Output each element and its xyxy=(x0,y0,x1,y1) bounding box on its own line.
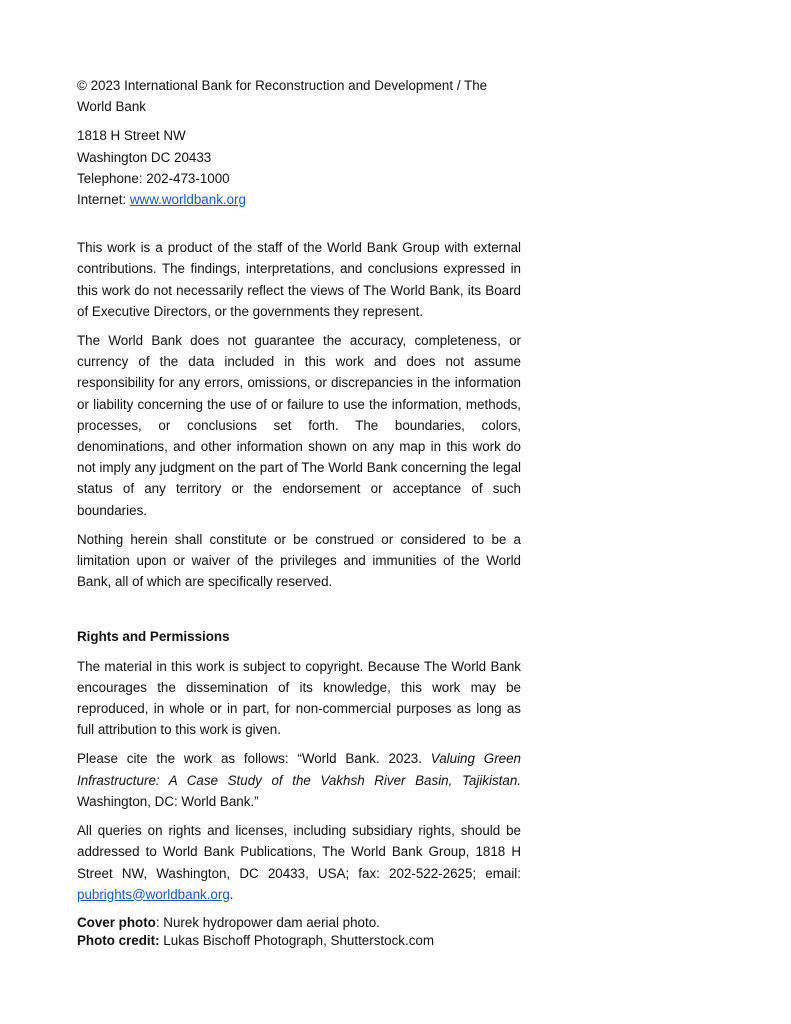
citation-paragraph xyxy=(77,748,521,812)
citation-prefix: Please cite the work as follows: “World Bank. 2023. xyxy=(77,751,431,767)
photo-credit-label: Photo credit: xyxy=(77,933,160,949)
queries-paragraph xyxy=(77,820,521,905)
photo-credit-text: Lukas Bischoff Photograph, Shutterstock.com xyxy=(159,933,434,949)
rights-heading: Rights and Permissions xyxy=(77,629,230,645)
address-block xyxy=(77,125,521,210)
photo-credit-line xyxy=(77,932,521,951)
cover-photo-line xyxy=(77,914,521,933)
disclaimer-paragraph-1: This work is a product of the staff of the World Bank Group with external contributions. The findings, interpretations, and conclusions expressed in this work do not necessarily reflect the views of The World Bank, its Board of Executive Directors, or the governments they represent. xyxy=(77,240,521,319)
address-telephone: Telephone: 202-473-1000 xyxy=(77,170,230,186)
pubrights-email-link[interactable]: pubrights@worldbank.org xyxy=(77,886,230,902)
rights-paragraph: The material in this work is subject to copyright. Because The World Bank encourages the dissemination of its knowledge, this work may be reproduced, in whole or in part, for non-commercial purposes as long as full attribution to this work is given. xyxy=(77,658,521,738)
internet-label: Internet: xyxy=(77,192,130,208)
address-city: Washington DC 20433 xyxy=(77,149,212,165)
citation-title: Valuing Green Infrastructure: A Case Study of the Vakhsh River Basin, Tajikistan. xyxy=(77,751,521,788)
address-street: 1818 H Street NW xyxy=(77,128,186,144)
cover-credits xyxy=(77,914,521,951)
queries-text: All queries on rights and licenses, including subsidiary rights, should be addressed to World Bank Publications, The World Bank Group, 1818 H Street NW, Washington, DC 20433, USA; fax: 202-522-2625; email: xyxy=(77,823,521,881)
worldbank-website-link[interactable]: www.worldbank.org xyxy=(129,192,246,208)
cover-photo-label: Cover photo xyxy=(77,914,156,930)
address-internet xyxy=(77,189,521,210)
copyright-page xyxy=(77,75,521,951)
copyright-notice: © 2023 International Bank for Reconstruction and Development / The World Bank xyxy=(77,78,488,115)
cover-photo-text: : Nurek hydropower dam aerial photo. xyxy=(155,914,380,930)
disclaimer-paragraph-3: Nothing herein shall constitute or be construed or considered to be a limitation upon or waiver of the privileges and immunities of the World Bank, all of which are specifically reserved. xyxy=(77,531,521,590)
citation-suffix: Washington, DC: World Bank.” xyxy=(77,793,259,809)
queries-end: . xyxy=(229,886,234,902)
disclaimer-paragraph-2: The World Bank does not guarantee the accuracy, completeness, or currency of the data included in this work and does not assume responsibility for any errors, omissions, or discrepancies in the information or liability concerning the use of or failure to use the information, methods, processes, or conclusions set forth. The boundaries, colors, denominations, and other information shown on any map in this work do not imply any judgment on the part of The World Bank concerning the legal status of any territory or the endorsement or acceptance of such boundaries. xyxy=(77,333,521,518)
